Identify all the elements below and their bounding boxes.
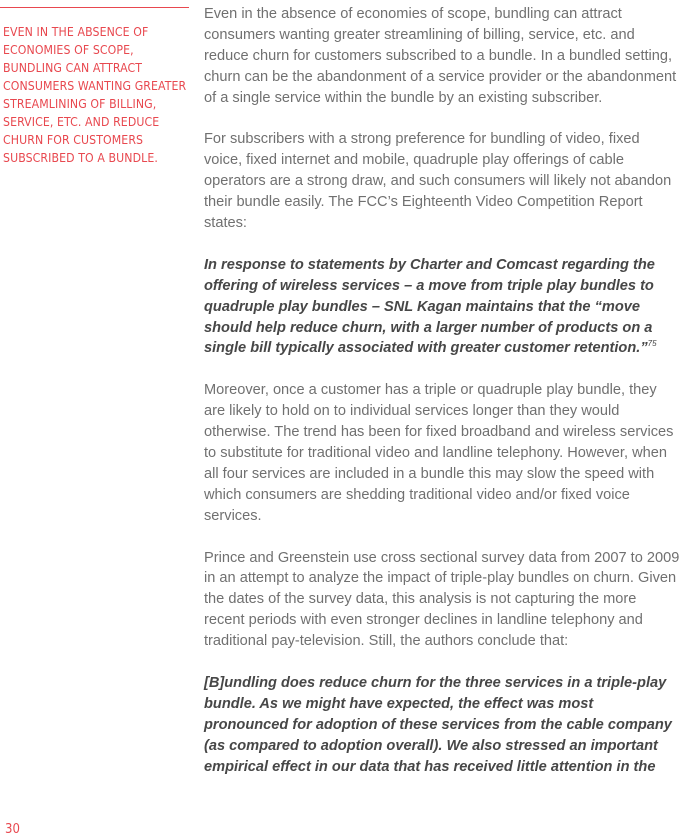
paragraph-3: Moreover, once a customer has a triple or quadruple play bundle, they are likely to hold on to individual services longer than they would otherwise. The trend has been for fixed broadband and wireless services to substitute for traditional video and landline telephony. However, when all four services are included in a bundle this may slow the speed with which consumers are shedding traditional video and/or fixed voice services.	[204, 382, 674, 524]
footnote-ref-75[interactable]: 75	[647, 339, 657, 349]
paragraph-1: Even in the absence of economies of scope, bundling can attract consumers wanting greater streamlining of billing, service, etc. and reduce churn for customers subscribed to a bundle. In a bundled setting, churn can be the abandonment of a service provider or the abandonment of a single service within the bundle by an existing subscriber.	[204, 6, 677, 106]
block-quote-1-text: In response to statements by Charter and Comcast regarding the offering of wireless services – a move from triple play bundles to quadruple play bundles – SNL Kagan maintains that the “move should help reduce churn, with a larger number of products on a single bill typically associated with greater customer retention.”	[204, 256, 655, 357]
sidebar-divider	[0, 7, 189, 8]
pull-quote: EVEN IN THE ABSENCE OF ECONOMIES OF SCOPE, BUNDLING CAN ATTRACT CONSUMERS WANTING GREATER STREAMLINING OF BILLING, SERVICE, ETC. AND REDUCE CHURN FOR CUSTOMERS SUBSCRIBED TO A BUNDLE.	[3, 25, 187, 165]
block-quote-2: [B]undling does reduce churn for the three services in a triple-play bundle. As we might have expected, the effect was most pronounced for adoption of these services from the cable company (as compared to adoption overall). We also stressed an important empirical effect in our data that has received little attention in the	[204, 674, 672, 775]
body-text	[204, 4, 680, 798]
block-quote-1	[204, 255, 680, 360]
page-number: 30	[5, 822, 20, 837]
paragraph-2: For subscribers with a strong preference for bundling of video, fixed voice, fixed internet and mobile, quadruple play offerings of cable operators are a strong draw, and such consumers will likely not abandon their bundle easily. The FCC’s Eighteenth Video Competition Report states:	[204, 131, 672, 232]
paragraph-4: Prince and Greenstein use cross sectional survey data from 2007 to 2009 in an attempt to analyze the impact of triple-play bundles on churn. Given the dates of the survey data, this analysis is not capturing the more recent periods with even stronger declines in landline telephony and traditional pay-television. Still, the authors conclude that:	[204, 549, 680, 650]
